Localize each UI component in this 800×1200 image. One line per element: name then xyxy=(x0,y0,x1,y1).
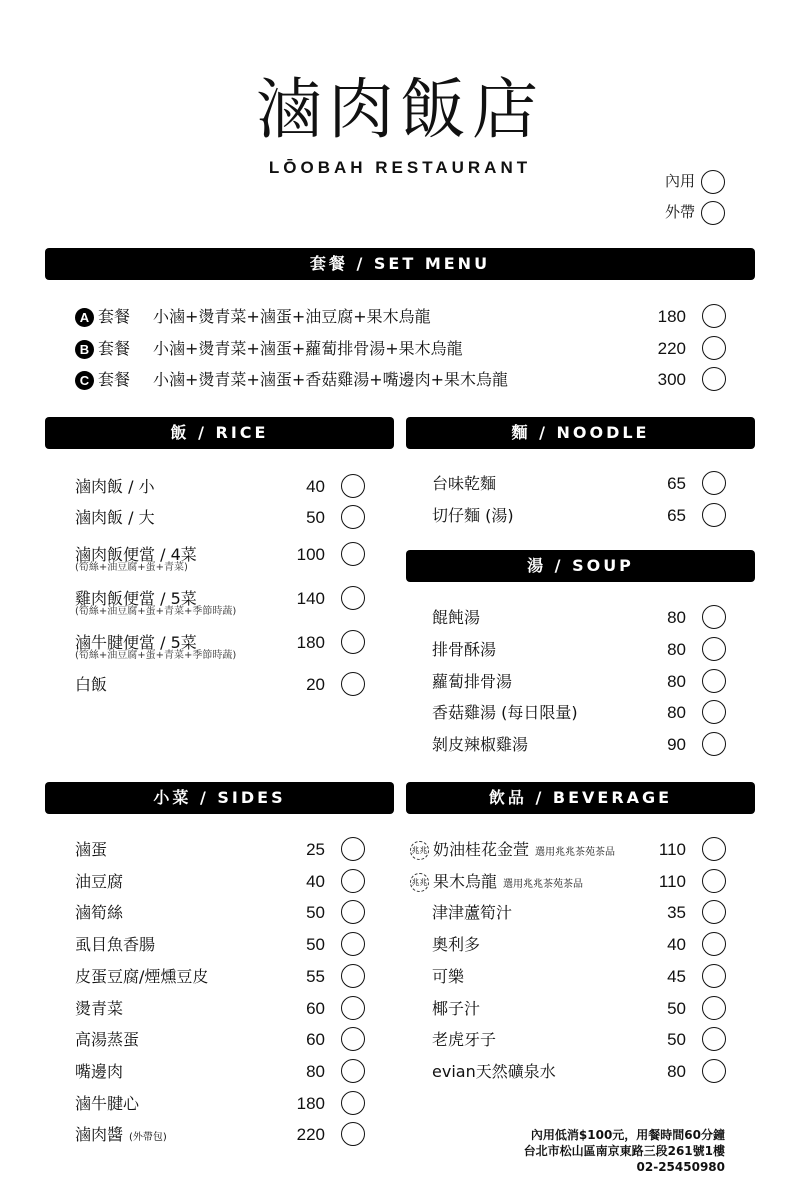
item-price: 45 xyxy=(667,966,686,986)
order-checkbox[interactable] xyxy=(702,900,726,924)
item-price: 180 xyxy=(296,1093,325,1113)
item-price: 25 xyxy=(306,840,325,859)
item-note: 選用兆兆茶苑茶品 xyxy=(503,878,584,890)
item-name-text: 蘿蔔排骨湯 xyxy=(432,671,513,691)
sides-item[interactable] xyxy=(75,867,365,897)
item-price: 80 xyxy=(667,1061,686,1081)
item-name xyxy=(432,930,480,960)
order-checkbox[interactable] xyxy=(341,1122,365,1146)
item-name-text: 滷牛腱便當 / 5菜 xyxy=(75,633,197,652)
item-price: 40 xyxy=(667,935,686,955)
item-name xyxy=(75,930,155,960)
item-price: 65 xyxy=(667,506,686,525)
order-checkbox[interactable] xyxy=(702,367,726,391)
item-name xyxy=(432,730,528,760)
item-name-text: 雞肉飯便當 / 5菜 xyxy=(75,589,197,608)
order-checkbox[interactable] xyxy=(702,964,726,988)
set-badge-icon: B xyxy=(75,340,94,359)
item-price: 60 xyxy=(306,998,325,1018)
restaurant-subtitle: LŌOBAH RESTAURANT xyxy=(268,158,532,177)
order-checkbox[interactable] xyxy=(702,304,726,328)
order-checkbox[interactable] xyxy=(341,672,365,696)
item-price: 110 xyxy=(658,840,686,859)
tea-brand-icon: 兆兆 xyxy=(410,841,429,860)
item-name xyxy=(75,1025,139,1055)
item-price: 50 xyxy=(306,903,325,923)
order-checkbox[interactable] xyxy=(702,1027,726,1051)
item-price: 60 xyxy=(306,1030,325,1050)
set-label: 套餐 xyxy=(98,370,131,389)
item-price: 180 xyxy=(657,307,686,326)
item-name xyxy=(75,1089,139,1119)
order-checkbox[interactable] xyxy=(341,1091,365,1115)
dine-in-option[interactable] xyxy=(665,168,725,194)
set-label: 套餐 xyxy=(98,338,131,358)
item-name-text: 滷肉飯 / 大 xyxy=(75,508,155,527)
item-name-text: 小滷+燙青菜+滷蛋+蘿蔔排骨湯+果木烏龍 xyxy=(153,338,463,358)
item-name-text: 高湯蒸蛋 xyxy=(75,1030,140,1050)
item-name-text: evian天然礦泉水 xyxy=(432,1061,556,1081)
item-name-text: 老虎牙子 xyxy=(432,1030,497,1050)
item-price: 180 xyxy=(296,633,325,652)
item-price: 110 xyxy=(658,871,686,891)
order-checkbox[interactable] xyxy=(341,542,365,566)
item-name-text: 果木烏龍 xyxy=(433,871,498,891)
item-name xyxy=(75,503,155,533)
item-price: 80 xyxy=(667,671,686,691)
rice-item[interactable] xyxy=(75,503,365,533)
item-name xyxy=(75,962,208,992)
item-name xyxy=(75,334,463,364)
item-name xyxy=(75,472,155,502)
item-name-text: 滷蛋 xyxy=(75,840,108,859)
item-name xyxy=(75,898,123,928)
item-price: 40 xyxy=(306,871,325,891)
item-name-text: 燙青菜 xyxy=(75,998,124,1018)
item-name xyxy=(432,501,514,531)
order-checkbox[interactable] xyxy=(702,996,726,1020)
item-name xyxy=(432,635,496,665)
rice-header: 飯 / RICE xyxy=(45,417,394,449)
set-label: 套餐 xyxy=(98,307,131,326)
footer-phone: 02-25450980 xyxy=(636,1160,725,1174)
item-name xyxy=(75,302,431,332)
item-price: 50 xyxy=(667,998,686,1018)
order-checkbox[interactable] xyxy=(702,336,726,360)
beverage-item[interactable] xyxy=(432,1057,726,1087)
item-name xyxy=(432,994,480,1024)
item-name xyxy=(75,1120,167,1153)
set-badge-icon: A xyxy=(75,308,94,327)
item-price: 35 xyxy=(667,903,686,923)
sides-item[interactable] xyxy=(75,1120,365,1150)
item-name-text: 滷肉醬 xyxy=(75,1125,124,1145)
item-name-text: 排骨酥湯 xyxy=(432,639,497,659)
rice-item[interactable] xyxy=(75,628,365,661)
order-checkbox[interactable] xyxy=(702,637,726,661)
item-price: 55 xyxy=(306,966,325,986)
item-name xyxy=(432,962,464,992)
order-checkbox[interactable] xyxy=(341,900,365,924)
item-name-text: 台味乾麵 xyxy=(432,474,497,493)
item-name xyxy=(432,898,512,928)
item-name xyxy=(432,1057,556,1087)
item-name xyxy=(410,835,615,868)
item-ingredients-note: (筍絲+油豆腐+蛋+青菜+季節時蔬) xyxy=(75,606,237,617)
item-name-text: 小滷+燙青菜+滷蛋+香菇雞湯+嘴邊肉+果木烏龍 xyxy=(153,370,509,389)
order-checkbox[interactable] xyxy=(702,669,726,693)
set-menu-item[interactable] xyxy=(75,302,726,332)
beverage-item[interactable] xyxy=(432,898,726,928)
item-name xyxy=(75,670,107,700)
item-name-text: 奧利多 xyxy=(432,935,481,955)
order-checkbox[interactable] xyxy=(341,964,365,988)
item-price: 80 xyxy=(306,1061,325,1081)
soup-item[interactable] xyxy=(432,730,726,760)
item-name-text: 剝皮辣椒雞湯 xyxy=(432,735,529,755)
order-checkbox[interactable] xyxy=(341,932,365,956)
order-checkbox[interactable] xyxy=(341,505,365,529)
sides-item[interactable] xyxy=(75,1057,365,1087)
item-name xyxy=(75,835,107,865)
item-note: (外帶包) xyxy=(129,1132,167,1144)
item-name xyxy=(75,1057,123,1087)
item-name-text: 虱目魚香腸 xyxy=(75,935,156,955)
item-price: 220 xyxy=(296,1125,325,1145)
item-price: 80 xyxy=(667,639,686,659)
item-name-text: 嘴邊肉 xyxy=(75,1061,124,1081)
order-checkbox[interactable] xyxy=(702,869,726,893)
take-out-option[interactable] xyxy=(665,199,725,225)
sides-item[interactable] xyxy=(75,1025,365,1055)
take-out-checkbox[interactable] xyxy=(701,201,725,225)
order-checkbox[interactable] xyxy=(702,837,726,861)
beverage-item[interactable] xyxy=(432,994,726,1024)
item-price: 40 xyxy=(306,477,325,496)
dine-in-checkbox[interactable] xyxy=(701,170,725,194)
beverage-item[interactable] xyxy=(432,1025,726,1055)
item-price: 20 xyxy=(306,675,325,694)
item-name xyxy=(432,603,480,633)
beverage-item[interactable] xyxy=(410,835,726,865)
dine-in-label: 內用 xyxy=(664,172,695,190)
item-name-text: 滷肉飯 / 小 xyxy=(75,477,155,496)
restaurant-logo: 滷肉飯店 xyxy=(256,71,544,148)
sides-item[interactable] xyxy=(75,962,365,992)
order-checkbox[interactable] xyxy=(341,996,365,1020)
item-name-text: 滷肉飯便當 / 4菜 xyxy=(75,545,197,564)
rice-item[interactable] xyxy=(75,472,365,502)
set-menu-item[interactable] xyxy=(75,365,726,395)
item-price: 50 xyxy=(306,935,325,955)
order-checkbox[interactable] xyxy=(341,869,365,893)
order-checkbox[interactable] xyxy=(702,732,726,756)
item-name xyxy=(75,365,508,395)
beverage-item[interactable] xyxy=(432,930,726,960)
item-name xyxy=(75,867,123,897)
item-name xyxy=(432,667,512,697)
item-name xyxy=(432,698,578,728)
item-price: 140 xyxy=(296,589,325,608)
item-name xyxy=(410,867,583,900)
rice-item[interactable] xyxy=(75,540,365,573)
sides-item[interactable] xyxy=(75,898,365,928)
rice-item[interactable] xyxy=(75,670,365,700)
set-menu-item[interactable] xyxy=(75,334,726,364)
item-name xyxy=(75,994,123,1024)
item-price: 90 xyxy=(667,735,686,755)
item-name-text: 滷筍絲 xyxy=(75,903,124,923)
item-price: 300 xyxy=(657,370,686,389)
sides-item[interactable] xyxy=(75,930,365,960)
beverage-item[interactable] xyxy=(410,867,726,897)
sides-header: 小菜 / SIDES xyxy=(45,782,394,814)
item-name-text: 滷牛腱心 xyxy=(75,1093,140,1113)
item-name-text: 白飯 xyxy=(75,675,108,694)
item-name-text: 皮蛋豆腐/煙燻豆皮 xyxy=(75,966,209,986)
item-name-text: 可樂 xyxy=(432,966,465,986)
order-checkbox[interactable] xyxy=(341,586,365,610)
item-ingredients-note: (筍絲+油豆腐+蛋+青菜) xyxy=(75,562,188,573)
item-name xyxy=(432,469,496,499)
footer-minimum-charge: 內用低消$100元，用餐時間60分鐘 xyxy=(530,1128,725,1142)
rice-item[interactable] xyxy=(75,584,365,617)
set-menu-header: 套餐 / SET MENU xyxy=(45,248,755,280)
soup-item[interactable] xyxy=(432,635,726,665)
item-name-text: 津津蘆筍汁 xyxy=(432,903,513,923)
item-name-text: 小滷+燙青菜+滷蛋+油豆腐+果木烏龍 xyxy=(153,307,431,326)
sides-item[interactable] xyxy=(75,1089,365,1119)
item-name-text: 奶油桂花金萱 xyxy=(433,840,530,859)
noodle-item[interactable] xyxy=(432,469,726,499)
order-checkbox[interactable] xyxy=(341,1027,365,1051)
item-name-text: 切仔麵 (湯) xyxy=(432,506,514,525)
soup-item[interactable] xyxy=(432,603,726,633)
item-note: 選用兆兆茶苑茶品 xyxy=(535,847,616,858)
item-ingredients-note: (筍絲+油豆腐+蛋+青菜+季節時蔬) xyxy=(75,650,237,661)
item-name xyxy=(432,1025,496,1055)
item-name-text: 椰子汁 xyxy=(432,998,481,1018)
soup-item[interactable] xyxy=(432,698,726,728)
item-price: 50 xyxy=(667,1030,686,1050)
item-price: 65 xyxy=(667,474,686,493)
set-badge-icon: C xyxy=(75,371,94,390)
item-price: 220 xyxy=(657,338,686,358)
beverage-header: 飲品 / BEVERAGE xyxy=(406,782,755,814)
beverage-item[interactable] xyxy=(432,962,726,992)
footer-address: 台北市松山區南京東路三段261號1樓 xyxy=(523,1144,725,1158)
soup-header: 湯 / SOUP xyxy=(406,550,755,582)
order-checkbox[interactable] xyxy=(702,1059,726,1083)
order-checkbox[interactable] xyxy=(341,630,365,654)
order-checkbox[interactable] xyxy=(341,837,365,861)
order-checkbox[interactable] xyxy=(702,932,726,956)
sides-item[interactable] xyxy=(75,835,365,865)
item-name-text: 油豆腐 xyxy=(75,871,124,891)
order-checkbox[interactable] xyxy=(702,605,726,629)
item-price: 100 xyxy=(296,545,325,564)
footer-info xyxy=(524,1127,725,1175)
item-price: 80 xyxy=(667,703,686,723)
item-price: 50 xyxy=(306,508,325,527)
order-checkbox[interactable] xyxy=(702,471,726,495)
item-name-text: 餛飩湯 xyxy=(432,608,481,627)
sides-item[interactable] xyxy=(75,994,365,1024)
soup-item[interactable] xyxy=(432,667,726,697)
tea-brand-icon: 兆兆 xyxy=(410,873,429,892)
order-checkbox[interactable] xyxy=(702,700,726,724)
item-name-text: 香菇雞湯 (每日限量) xyxy=(432,703,578,723)
noodle-item[interactable] xyxy=(432,501,726,531)
order-checkbox[interactable] xyxy=(341,1059,365,1083)
item-price: 80 xyxy=(667,608,686,627)
order-checkbox[interactable] xyxy=(702,503,726,527)
take-out-label: 外帶 xyxy=(664,203,695,221)
order-checkbox[interactable] xyxy=(341,474,365,498)
noodle-header: 麵 / NOODLE xyxy=(406,417,755,449)
